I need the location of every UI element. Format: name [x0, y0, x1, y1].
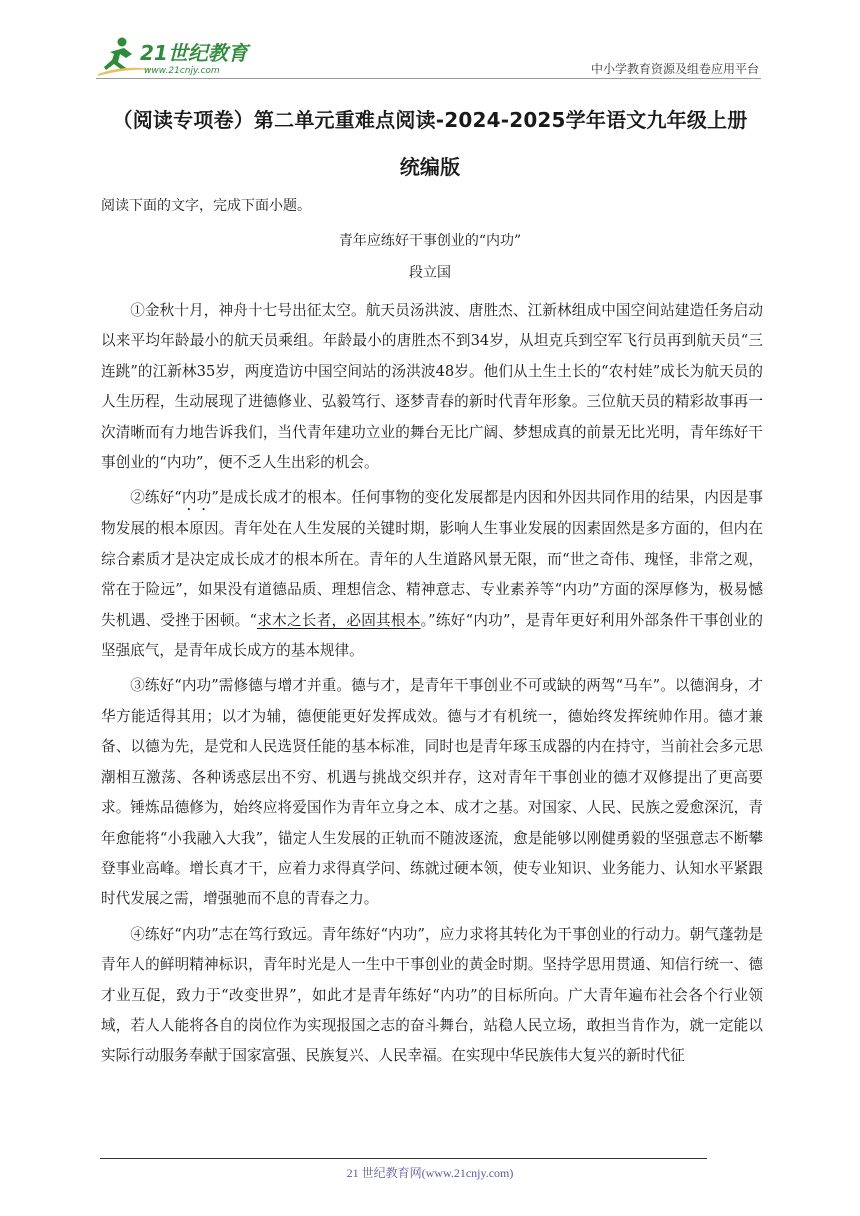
paragraph-3: ③练好“内功”需修德与增才并重。德与才，是青年干事创业不可或缺的两驾“马车”。以德润身，才华方能适得其用；以才为辅，德便能更好发挥成效。德与才有机统一，德始终发挥统帅作用。德才兼备、以德为先，是党和人民选贤任能的基本标准，同时也是青年琢玉成器的内在持守，当前社会多元思潮相互激荡、各种诱惑层出不穷、机遇与挑战交织并存，这对青年干事创业的德才双修提出了更高要求。锤炼品德修为，始终应将爱国作为青年立身之本、成才之基。对国家、人民、民族之爱愈深沉，青年愈能将“小我融入大我”，锚定人生发展的正轨而不随波逐流，愈是能够以刚健勇毅的坚强意志不断攀登事业高峰。增长真才干，应着力求得真学问、练就过硬本领，使专业知识、业务能力、认知水平紧跟时代发展之需，增强驰而不息的青春之力。 — [101, 677, 763, 908]
document-title-line1: （阅读专项卷）第二单元重难点阅读-2024-2025学年语文九年级上册 — [112, 108, 748, 132]
article-body — [101, 296, 763, 1072]
paragraph-2-part-a: ②练好“ — [130, 489, 182, 507]
article-title: 青年应练好干事创业的“内功” — [338, 233, 522, 249]
platform-name: 中小学教育资源及组卷应用平台 — [590, 62, 759, 76]
logo-url: www.21cnjy.com — [144, 66, 220, 76]
instruction-text: 阅读下面的文字，完成下面小题。 — [101, 198, 311, 214]
emphasized-neigong: 内功 — [181, 489, 212, 507]
logo-text: 21世纪教育 — [140, 41, 248, 65]
paragraph-1: ①金秋十月，神舟十七号出征太空。航天员汤洪波、唐胜杰、江新林组成中国空间站建造任务启动以来平均年龄最小的航天员乘组。年龄最小的唐胜杰不到34岁，从坦克兵到空军飞行员再到航天员“三连跳”的江新林35岁，两度造访中国空间站的汤洪波48岁。他们从土生土长的“农村娃”成长为航天员的人生历程，生动展现了进德修业、弘毅笃行、逐梦青春的新时代青年形象。三位航天员的精彩故事再一次清晰而有力地告诉我们，当代青年建功立业的舞台无比广阔、梦想成真的前景无比光明，青年练好干事创业的“内功”，便不乏人生出彩的机会。 — [101, 302, 763, 472]
footer-divider — [100, 1158, 707, 1159]
page-header — [96, 34, 761, 82]
header-divider — [96, 78, 761, 79]
paragraph-2 — [101, 483, 763, 666]
logo-21cnjy — [96, 34, 266, 78]
paragraph-4: ④练好“内功”志在笃行致远。青年练好“内功”，应力求将其转化为干事创业的行动力。朝气蓬勃是青年人的鲜明精神标识，青年时光是人一生中干事创业的黄金时期。坚持学思用贯通、知信行统一、德才业互促，致力于“改变世界”，如此才是青年练好“内功”的目标所向。广大青年遍布社会各个行业领域，若人人能将各自的岗位作为实现报国之志的奋斗舞台，站稳人民立场，敢担当肯作为，就一定能以实际行动服务奉献于国家富强、民族复兴、人民幸福。在实现中华民族伟大复兴的新时代征 — [101, 925, 763, 1065]
underlined-quote: 求木之长者，必固其根本 — [256, 611, 421, 629]
footer-text[interactable]: 21 世纪教育网(www.21cnjy.com) — [346, 1166, 514, 1180]
document-title-line2: 统编版 — [399, 155, 461, 179]
article-author: 段立国 — [409, 265, 451, 281]
paragraph-2-part-b: ”是成长成才的根本。任何事物的变化发展都是内因和外因共同作用的结果，内因是事物发展的根本原因。青年处在人生发展的关键时期，影响人生事业发展的因素固然是多方面的，但内在综合素质才是决定成长成才的根本所在。青年的人生道路风景无限，而“世之奇伟、瑰怪，非常之观，常在于险远”，如果没有道德品质、理想信念、精神意志、专业素养等“内功”方面的深厚修为，极易憾失机遇、受挫于困顿。“ — [101, 489, 763, 629]
paragraph-2-part-c: 。”练好“内功”，是青年更好利用外部条件干事创业的坚强底气，是青年成长成方的基本规律。 — [101, 611, 763, 660]
